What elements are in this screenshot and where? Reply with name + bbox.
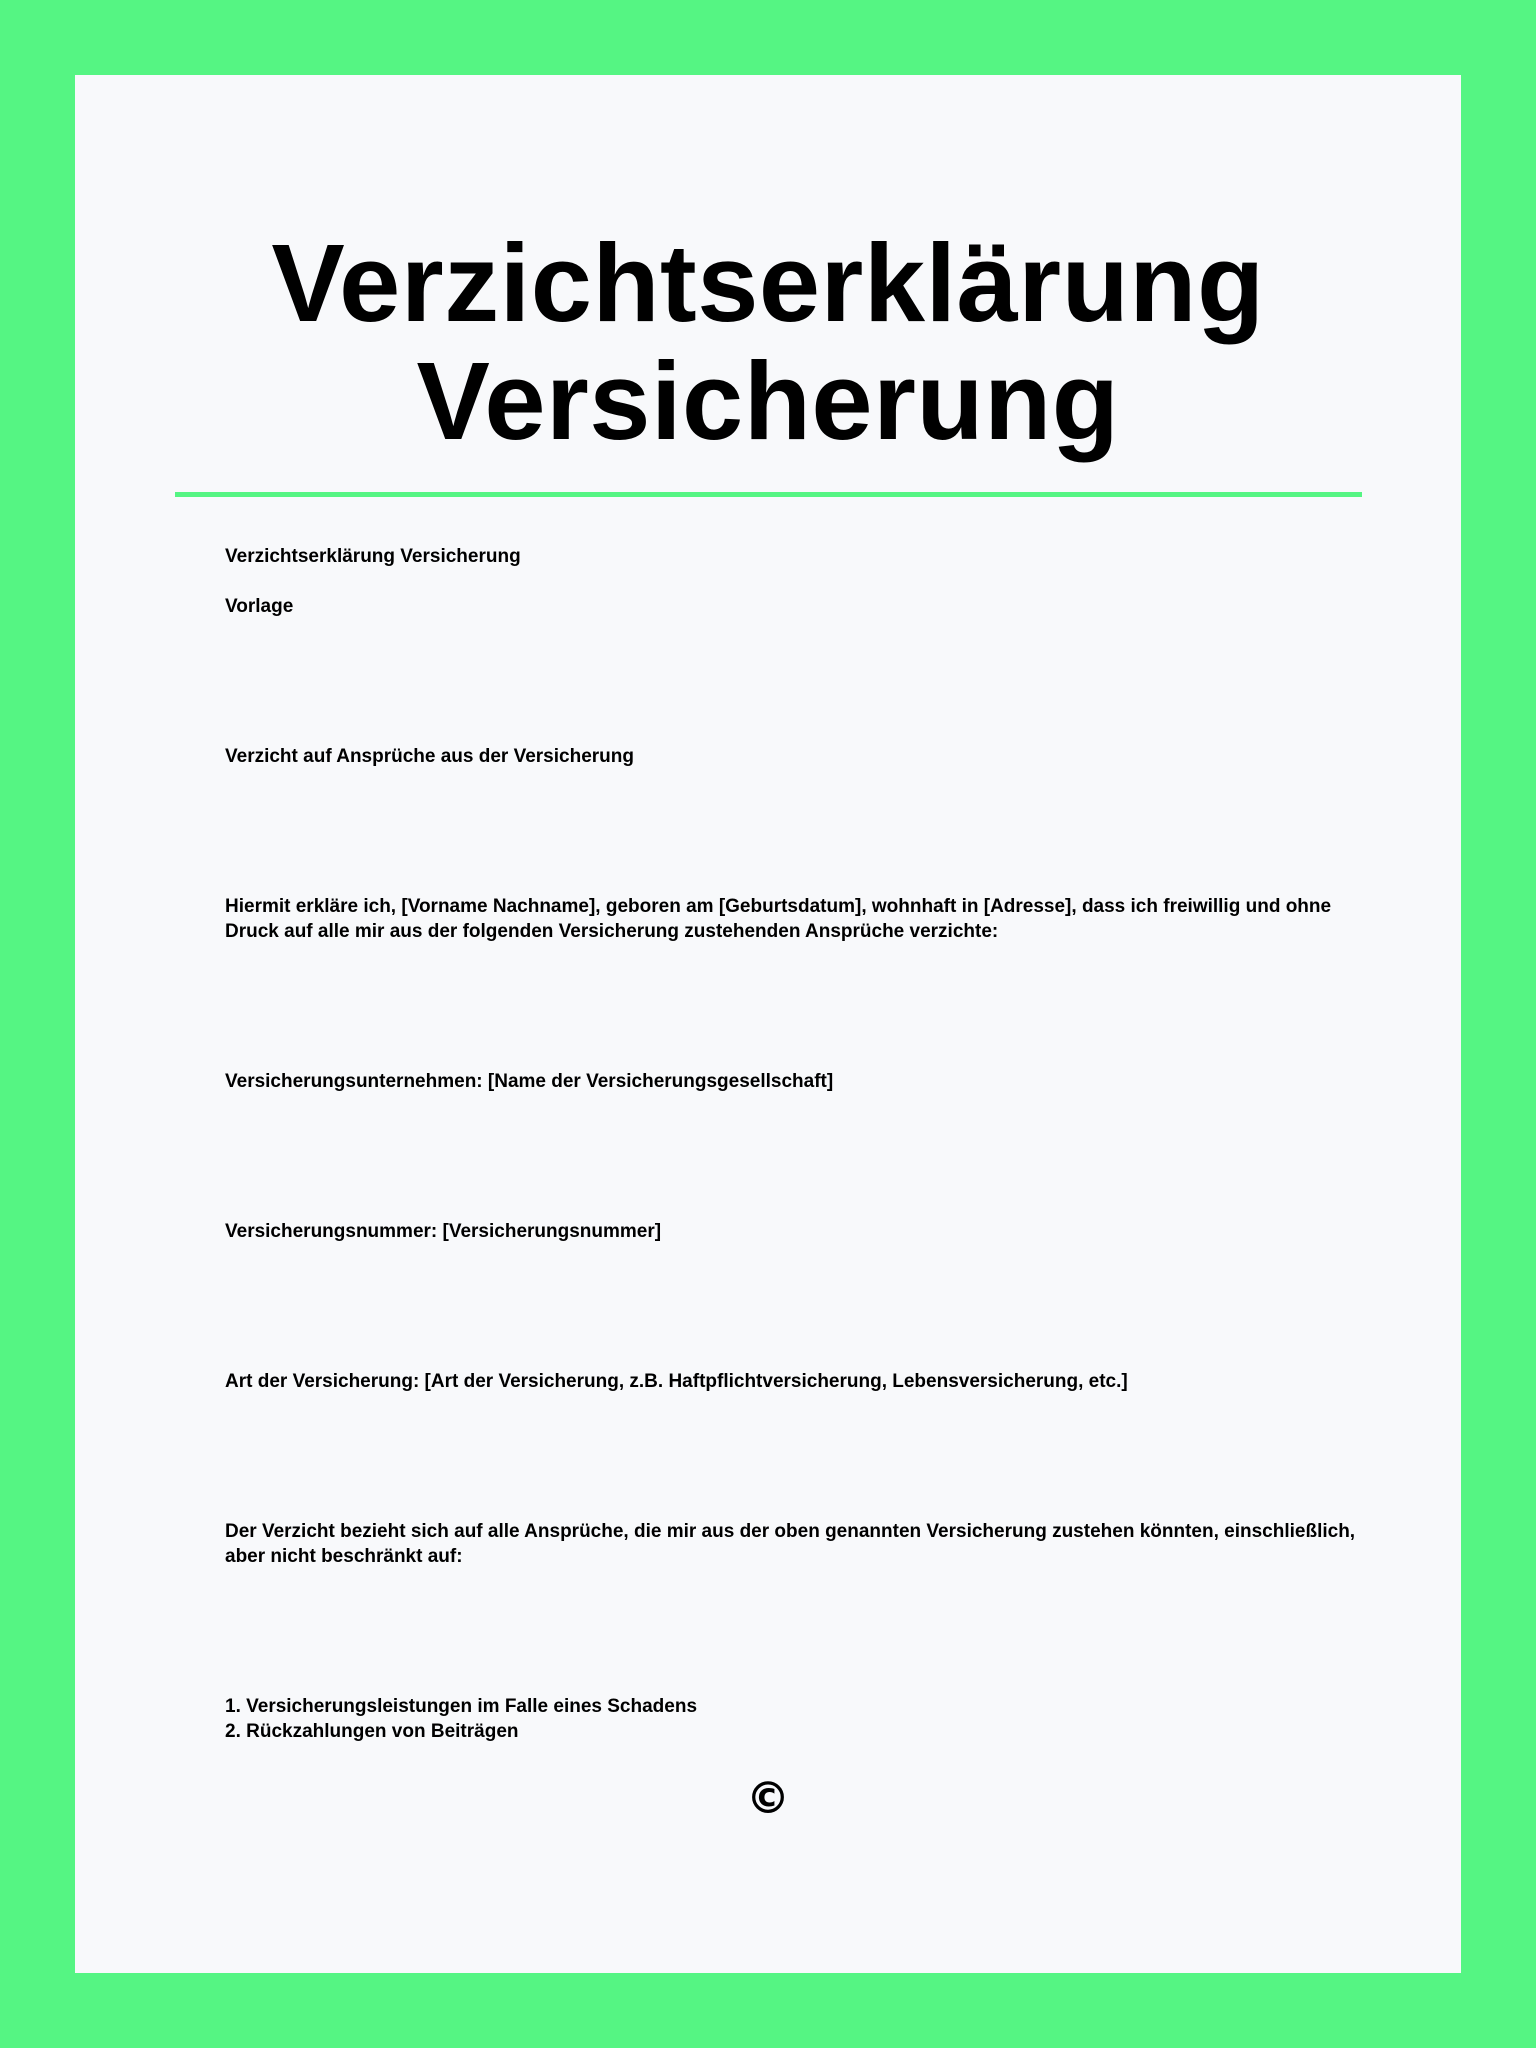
document-page xyxy=(75,75,1461,1973)
document-heading: Verzichtserklärung Versicherung xyxy=(225,546,521,567)
claims-list xyxy=(225,1694,1365,1744)
title-line-1: Verzichtserklärung xyxy=(271,222,1265,345)
title-line-2: Versicherung xyxy=(416,340,1120,463)
section-heading: Verzicht auf Ansprüche aus der Versicherung xyxy=(225,746,634,767)
copyright-icon: © xyxy=(746,1773,790,1824)
list-item: 1. Versicherungsleistungen im Falle eines Schadens xyxy=(225,1696,698,1717)
document-title xyxy=(75,222,1461,463)
declaration-paragraph: Hiermit erkläre ich, [Vorname Nachname], geboren am [Geburtsdatum], wohnhaft in [Adresse], dass ich freiwillig und ohne Druck auf alle mir aus der folgenden Versicherung zustehenden Ansprüche verzichte: xyxy=(225,896,1332,942)
policy-number-field: Versicherungsnummer: [Versicherungsnummer] xyxy=(225,1221,662,1242)
insurance-type-field: Art der Versicherung: [Art der Versicherung, z.B. Haftpflichtversicherung, Lebensversicherung, etc.] xyxy=(225,1371,1128,1392)
document-subheading: Vorlage xyxy=(225,596,294,617)
scope-paragraph: Der Verzicht bezieht sich auf alle Ansprüche, die mir aus der oben genannten Versicherung zustehen könnten, einschließlich, aber nicht beschränkt auf: xyxy=(225,1521,1356,1567)
insurer-field: Versicherungsunternehmen: [Name der Versicherungsgesellschaft] xyxy=(225,1071,834,1092)
list-item: 2. Rückzahlungen von Beiträgen xyxy=(225,1721,519,1742)
title-divider xyxy=(175,492,1362,497)
